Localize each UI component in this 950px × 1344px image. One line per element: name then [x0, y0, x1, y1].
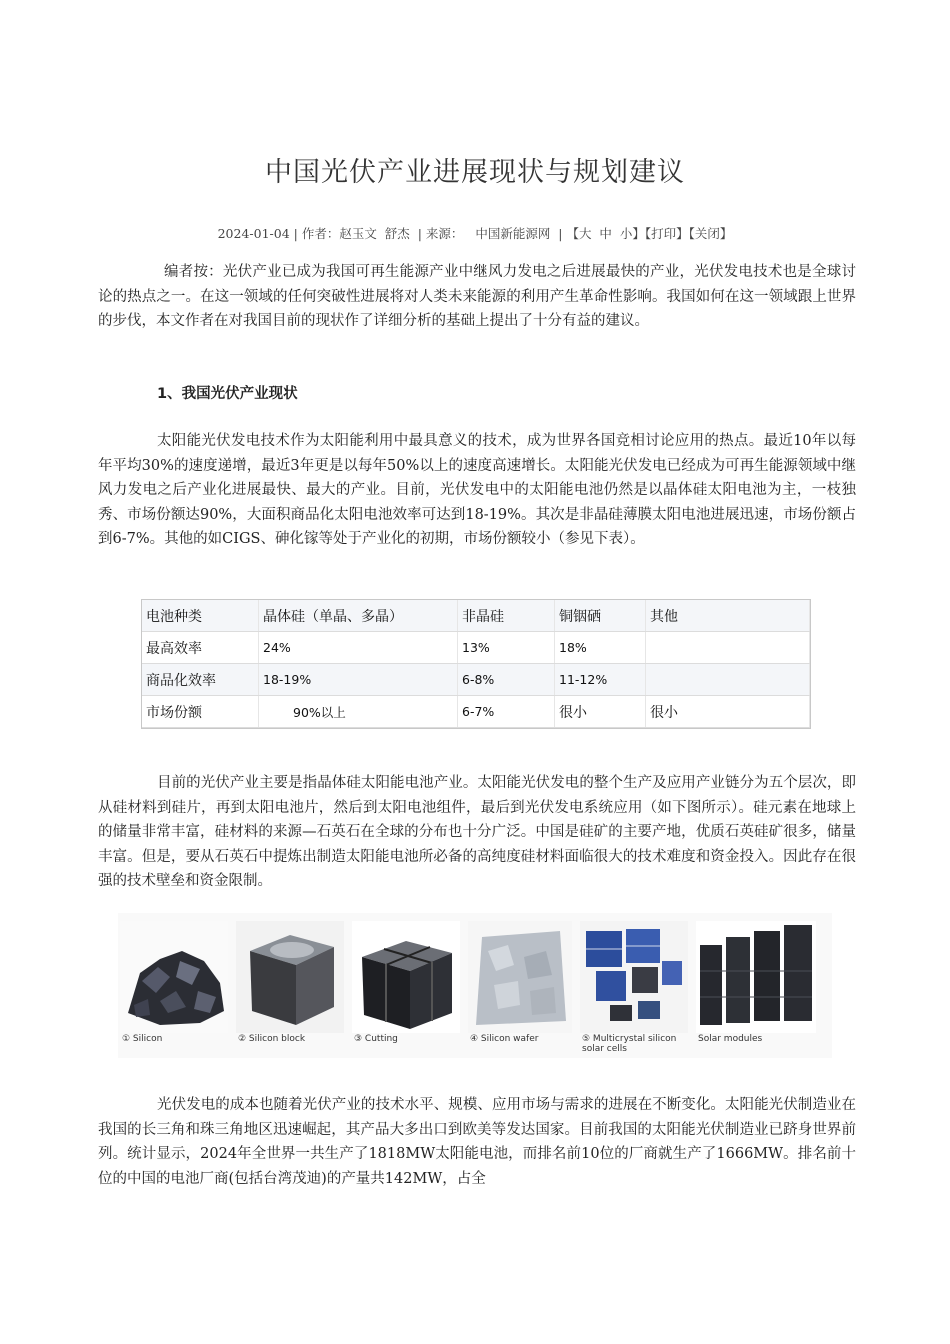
table-cell: 6-7% [458, 696, 555, 728]
silicon-image [120, 921, 228, 1033]
table-cell: 电池种类 [142, 600, 259, 632]
figure-caption: ③ Cutting [354, 1034, 398, 1044]
table-cell: 铜铟硒 [555, 600, 646, 632]
table-cell: 13% [458, 632, 555, 664]
table-row [142, 696, 810, 728]
article-title: 中国光伏产业进展现状与规划建议 [265, 157, 685, 188]
table-cell: 非晶硅 [458, 600, 555, 632]
table-cell: 晶体硅（单晶、多晶） [259, 600, 458, 632]
solar-cells-image [580, 921, 688, 1033]
table-cell: 很小 [646, 696, 810, 728]
table-cell: 90%以上 [259, 696, 458, 728]
table-cell: 11-12% [555, 664, 646, 696]
section-heading: 1、我国光伏产业现状 [157, 386, 298, 402]
article-meta: 2024-01-04 | 作者：赵玉文 舒杰 | 来源： 中国新能源网 | 【大 中 小】【打印】【关闭】 [217, 226, 733, 241]
silicon-wafer-image [468, 921, 572, 1033]
table-row [142, 632, 810, 664]
table-cell: 最高效率 [142, 632, 259, 664]
figure-caption: ① Silicon [122, 1034, 163, 1044]
table-row [142, 664, 810, 696]
cutting-image [352, 921, 460, 1033]
table-cell: 市场份额 [142, 696, 259, 728]
table-cell: 商品化效率 [142, 664, 259, 696]
editor-note: 编者按：光伏产业已成为我国可再生能源产业中继风力发电之后进展最快的产业，光伏发电技术也是全球讨论的热点之一。在这一领域的任何突破性进展将对人类未来能源的利用产生革命性影响。我国如何在这一领域跟上世界的步伐，本文作者在对我国目前的现状作了详细分析的基础上提出了十分有益的建议。 [98, 264, 856, 329]
paragraph-1: 太阳能光伏发电技术作为太阳能利用中最具意义的技术，成为世界各国竞相讨论应用的热点。最近10年以每年平均30%的速度递增，最近3年更是以每年50%以上的速度高速增长。太阳能光伏发电已经成为可再生能源领域中继风力发电之后产业化进展最快、最大的产业。目前，光伏发电中的太阳能电池仍然是以晶体硅太阳电池为主，一枝独秀、市场份额达90%，大面积商品化太阳电池效率可达到18-19%。其次是非晶硅薄膜太阳电池进展迅速，市场份额占到6-7%。其他的如CIGS、砷化镓等处于产业化的初期，市场份额较小（参见下表）。 [98, 433, 856, 547]
table-cell [646, 664, 810, 696]
cell-type-table [141, 599, 811, 729]
table-cell: 很小 [555, 696, 646, 728]
table-cell: 18-19% [259, 664, 458, 696]
silicon-block-image [236, 921, 344, 1033]
table-header-row [142, 600, 810, 632]
figure-caption: ⑤ Multicrystal silicon solar cells [582, 1034, 677, 1054]
paragraph-2: 目前的光伏产业主要是指晶体硅太阳能电池产业。太阳能光伏发电的整个生产及应用产业链分为五个层次，即从硅材料到硅片，再到太阳电池片，然后到太阳电池组件，最后到光伏发电系统应用（如下图所示）。硅元素在地球上的储量非常丰富，硅材料的来源—石英石在全球的分布也十分广泛。中国是硅矿的主要产地，优质石英硅矿很多，储量丰富。但是，要从石英石中提炼出制造太阳能电池所必备的高纯度硅材料面临很大的技术难度和资金投入。因此存在很强的技术壁垒和资金限制。 [98, 775, 856, 889]
table-cell: 其他 [646, 600, 810, 632]
table-cell: 24% [259, 632, 458, 664]
table-cell: 6-8% [458, 664, 555, 696]
table-cell [646, 632, 810, 664]
figure-caption: ② Silicon block [238, 1034, 306, 1044]
table-cell: 18% [555, 632, 646, 664]
solar-modules-image [696, 921, 816, 1033]
figure-caption: ④ Silicon wafer [470, 1034, 539, 1044]
production-chain-figure [118, 913, 832, 1058]
paragraph-3: 光伏发电的成本也随着光伏产业的技术水平、规模、应用市场与需求的进展在不断变化。太阳能光伏制造业在我国的长三角和珠三角地区迅速崛起，其产品大多出口到欧美等发达国家。目前我国的太阳能光伏制造业已跻身世界前列。统计显示，2024年全世界一共生产了1818MW太阳能电池，而排名前10位的厂商就生产了1666MW。排名前十位的中国的电池厂商(包括台湾茂迪)的产量共142MW，占全 [98, 1097, 856, 1187]
figure-caption: Solar modules [698, 1034, 763, 1044]
